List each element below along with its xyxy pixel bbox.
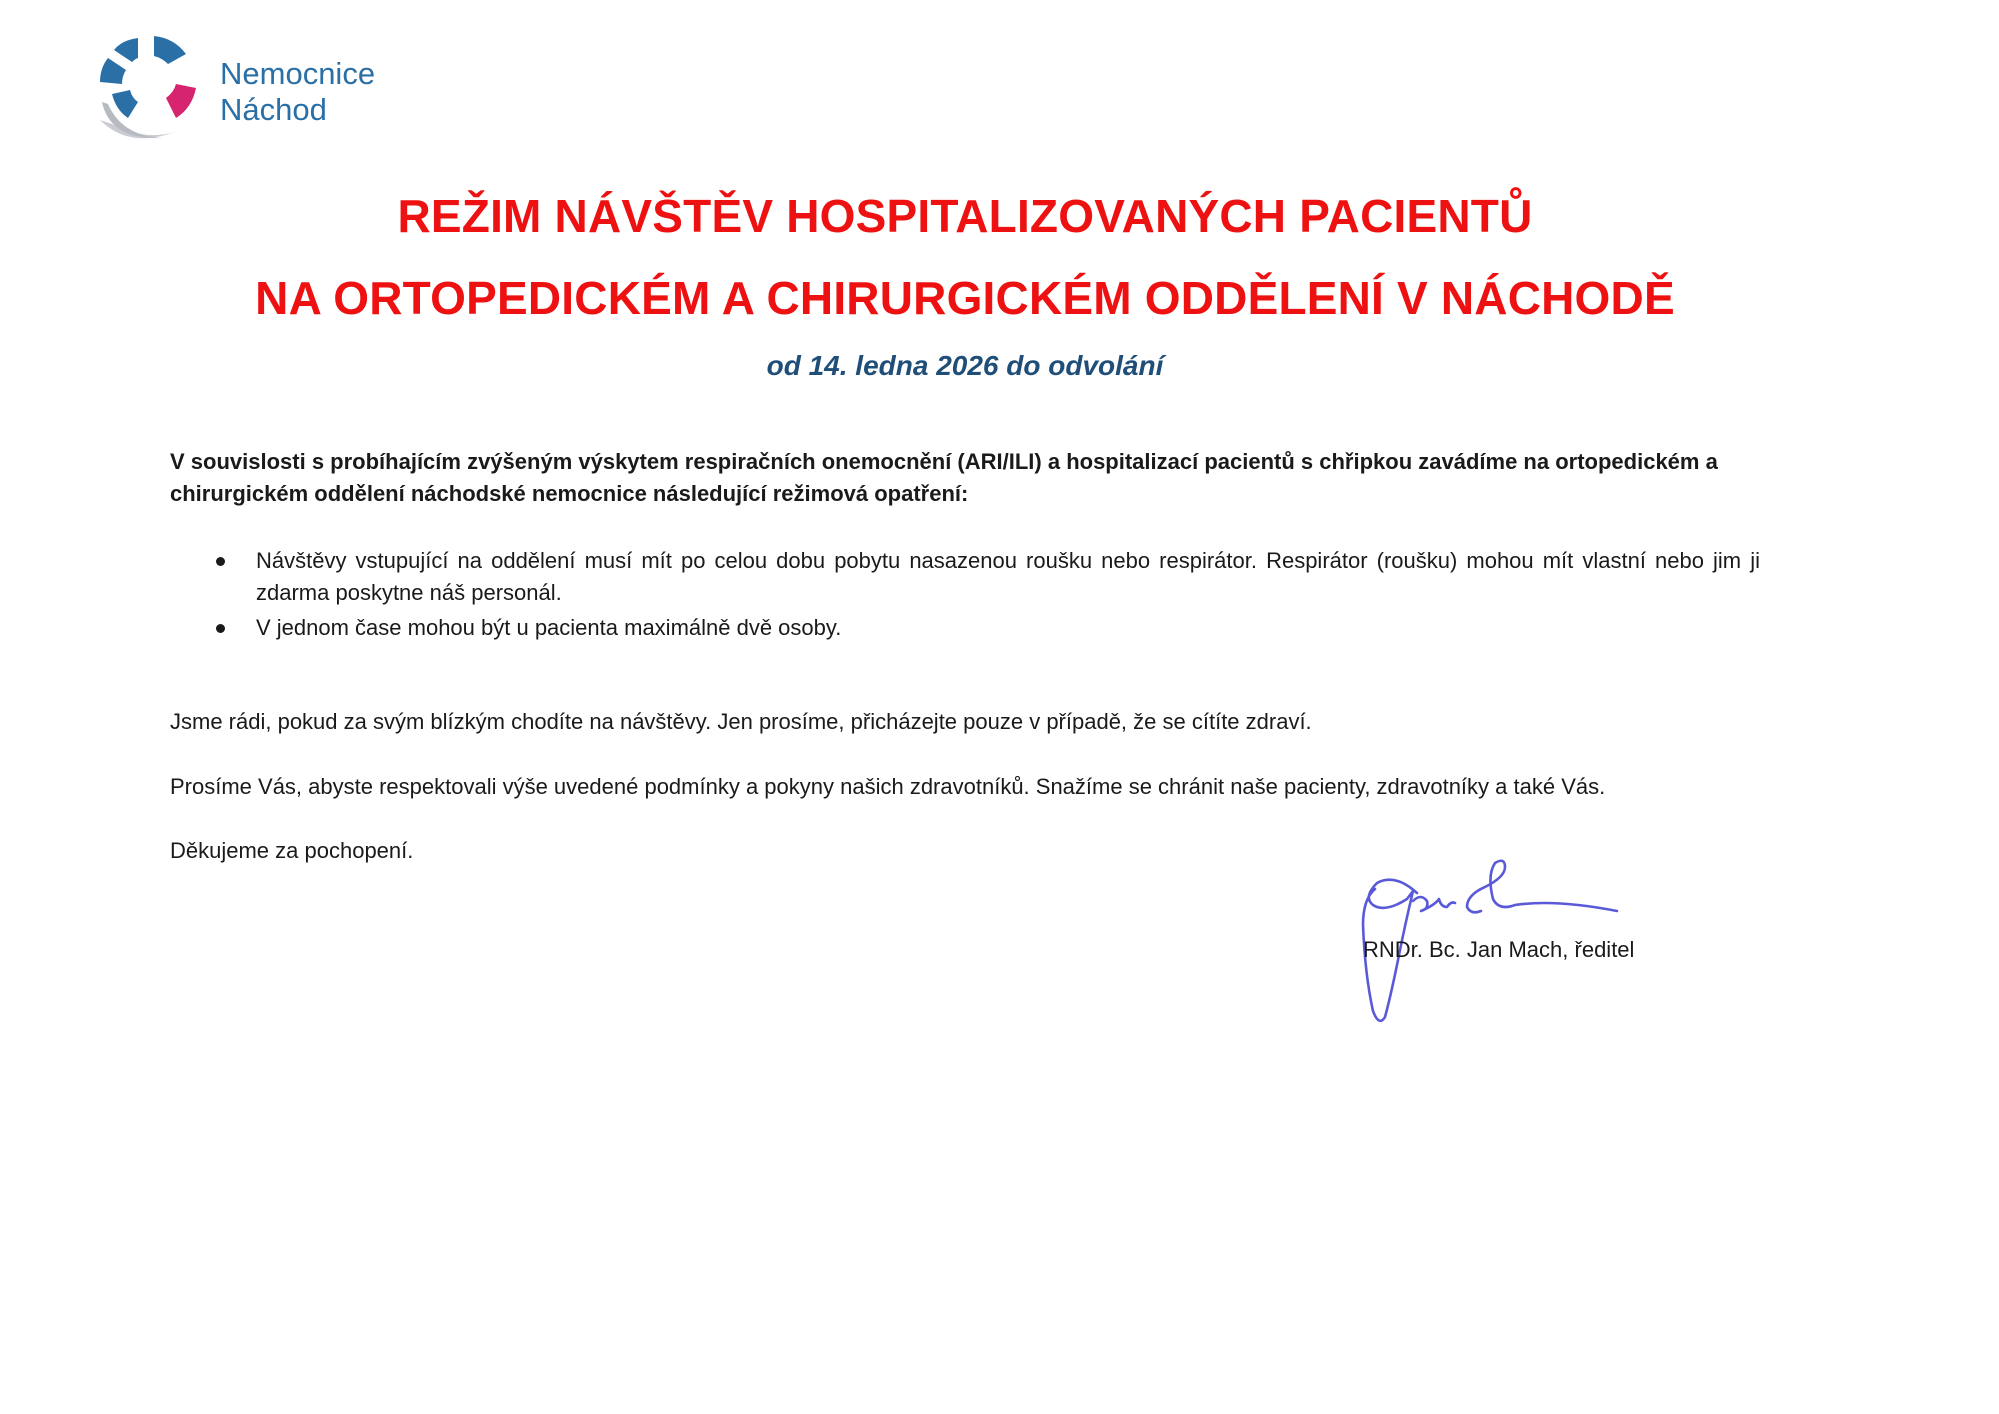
paragraph-visits: Jsme rádi, pokud za svým blízkým chodíte na návštěvy. Jen prosíme, přicházejte pouze v případě, že se cítíte zdraví. — [170, 709, 1312, 734]
measure-text: Návštěvy vstupující na oddělení musí mít po celou dobu pobytu nasazenou roušku nebo respirátor. Respirátor (roušku) mohou mít vlastní nebo jim ji zdarma poskytne náš personál. — [256, 548, 1760, 605]
measures-list — [170, 545, 1760, 647]
paragraph-respect: Prosíme Vás, abyste respektovali výše uvedené podmínky a pokyny našich zdravotníků. Snažíme se chránit naše pacienty, zdravotníky a také Vás. — [170, 774, 1606, 799]
list-item — [170, 545, 1760, 609]
hospital-cross-logo-icon — [92, 32, 202, 144]
page-title-line-2: NA ORTOPEDICKÉM A CHIRURGICKÉM ODDĚLENÍ V NÁCHODĚ — [255, 272, 1675, 324]
logo-line-2: Náchod — [220, 92, 327, 127]
paragraph-thanks: Děkujeme za pochopení. — [170, 838, 414, 863]
validity-subtitle: od 14. ledna 2026 do odvolání — [766, 350, 1164, 381]
list-item — [170, 612, 1760, 644]
measure-text: V jednom čase mohou být u pacienta maximálně dvě osoby. — [256, 615, 842, 640]
logo-wordmark — [220, 56, 375, 128]
logo-line-1: Nemocnice — [220, 56, 376, 91]
page-title-line-1: REŽIM NÁVŠTĚV HOSPITALIZOVANÝCH PACIENTŮ — [397, 190, 1533, 242]
hospital-logo — [92, 32, 422, 150]
bullet-icon — [216, 624, 225, 633]
bullet-icon — [216, 557, 225, 566]
signer-name: RNDr. Bc. Jan Mach, ředitel — [1363, 937, 1635, 962]
intro-paragraph: V souvislosti s probíhajícím zvýšeným výskytem respiračních onemocnění (ARI/ILI) a hospitalizací pacientů s chřipkou zavádíme na ortopedickém a chirurgickém oddělení náchodské nemocnice následující režimová opatření: — [170, 449, 1718, 506]
